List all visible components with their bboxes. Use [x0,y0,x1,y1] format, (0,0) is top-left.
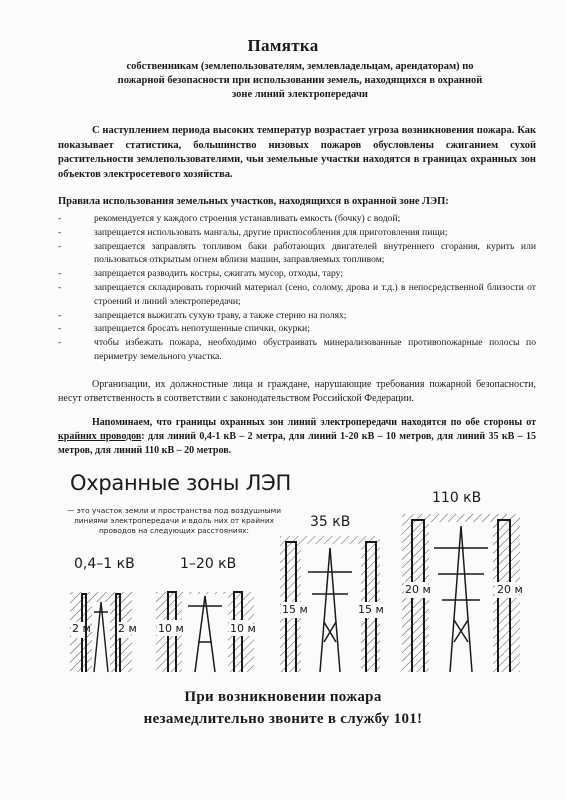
document-subtitle: собственникам (землепользователям, землевладельцам, арендаторам) по пожарной безопасности при использовании земель, находящихся в охранной зоне линий электропередачи [117,61,483,100]
zone-right-distance: 15 м [358,603,384,616]
rule-item [58,336,536,364]
rule-text: чтобы избежать пожара, необходимо обустраивать минерализованные противопожарные полосы по периметру земельного участка. [94,337,536,362]
intro-paragraph: С наступлением периода высоких температур возрастает угроза возникновения пожара. Как показывает статистика, большинство низовых пожаров обусловлены сжиганием сухой растительности землепользователями, чьи земельные участки находятся в границах охранных зон объектов электросетевого хозяйства. [58,125,536,180]
rule-dash: - [58,323,62,335]
rule-text: запрещается разводить костры, сжигать мусор, отходы, тару; [94,268,343,280]
rules-list [58,212,536,364]
rules-heading: Правила использования земельных участков, находящихся в охранной зоне ЛЭП: [58,196,449,207]
rule-text: запрещается складировать горючий материал (сено, солому, дрова и т.д.) в непосредственной близости от строений и линий электропередачи; [94,281,536,307]
rule-item [58,212,536,226]
rule-text: рекомендуется у каждого строения устанавливать емкость (бочку) с водой; [94,213,401,224]
zone-right-distance: 2 м [118,622,137,635]
rule-item [58,281,536,309]
infographic-description: — это участок земли и пространства под воздушными линиями электропередачи и вдоль них от крайних проводов на следующих расстояниях: [66,506,281,535]
rule-text: запрещается выжигать сухую траву, а также стерню на полях; [94,309,347,321]
document-title: Памятка [247,36,319,55]
footer-line-2: незамедлительно звоните в службу 101! [143,711,423,727]
zone-voltage-label: 110 кВ [432,490,482,506]
reminder-paragraph [58,416,536,458]
zone-voltage-label: 1–20 кВ [180,556,237,572]
emergency-call-notice [0,686,566,730]
zone-voltage-label: 0,4–1 кВ [74,556,135,572]
zone-left-distance: 15 м [282,603,308,616]
reminder-text: Напоминаем, что границы охранных зон линий электропередачи находятся по обе стороны от [92,417,536,428]
responsibility-paragraph: Организации, их должностные лица и граждане, нарушающие требования пожарной безопасности, несут ответственность в соответствии с законодательством Российской Федерации. [58,379,536,404]
rule-text: запрещается использовать мангалы, другие приспособления для приготовления пищи; [94,226,448,238]
rule-dash: - [58,309,62,321]
reminder-text-end: : для линий 0,4-1 кВ – 2 метра, для линий 1-20 кВ – 10 метров, для линий 35 кВ – 15 метров, для линий 110 кВ – 20 метров. [58,431,536,456]
zone-left-distance: 10 м [158,622,184,635]
rule-text: запрещается бросать непотушенные спички, окурки; [94,323,310,335]
rule-dash: - [58,281,62,293]
reminder-underlined: крайних проводов [58,431,142,442]
rule-dash: - [58,337,62,349]
rule-text: запрещается заправлять топливом баки работающих двигателей внутреннего сгорания, курить или пользоваться открытым огнем вблизи машин, заправляемых топливом; [94,240,536,266]
rule-item [58,240,536,268]
zone-right-distance: 20 м [497,583,523,596]
rule-item [58,322,536,336]
rule-dash: - [58,213,62,224]
footer-line-1: При возникновении пожара [184,689,382,705]
rule-item [58,226,536,240]
zone-voltage-label: 35 кВ [310,514,351,530]
rule-dash: - [58,240,62,252]
rule-item [58,267,536,281]
infographic-title: Охранные зоны ЛЭП [70,471,291,495]
rule-item [58,309,536,323]
zone-right-distance: 10 м [230,622,256,635]
rule-dash: - [58,226,62,238]
zone-left-distance: 2 м [72,622,91,635]
zone-left-distance: 20 м [405,583,431,596]
rule-dash: - [58,268,62,280]
